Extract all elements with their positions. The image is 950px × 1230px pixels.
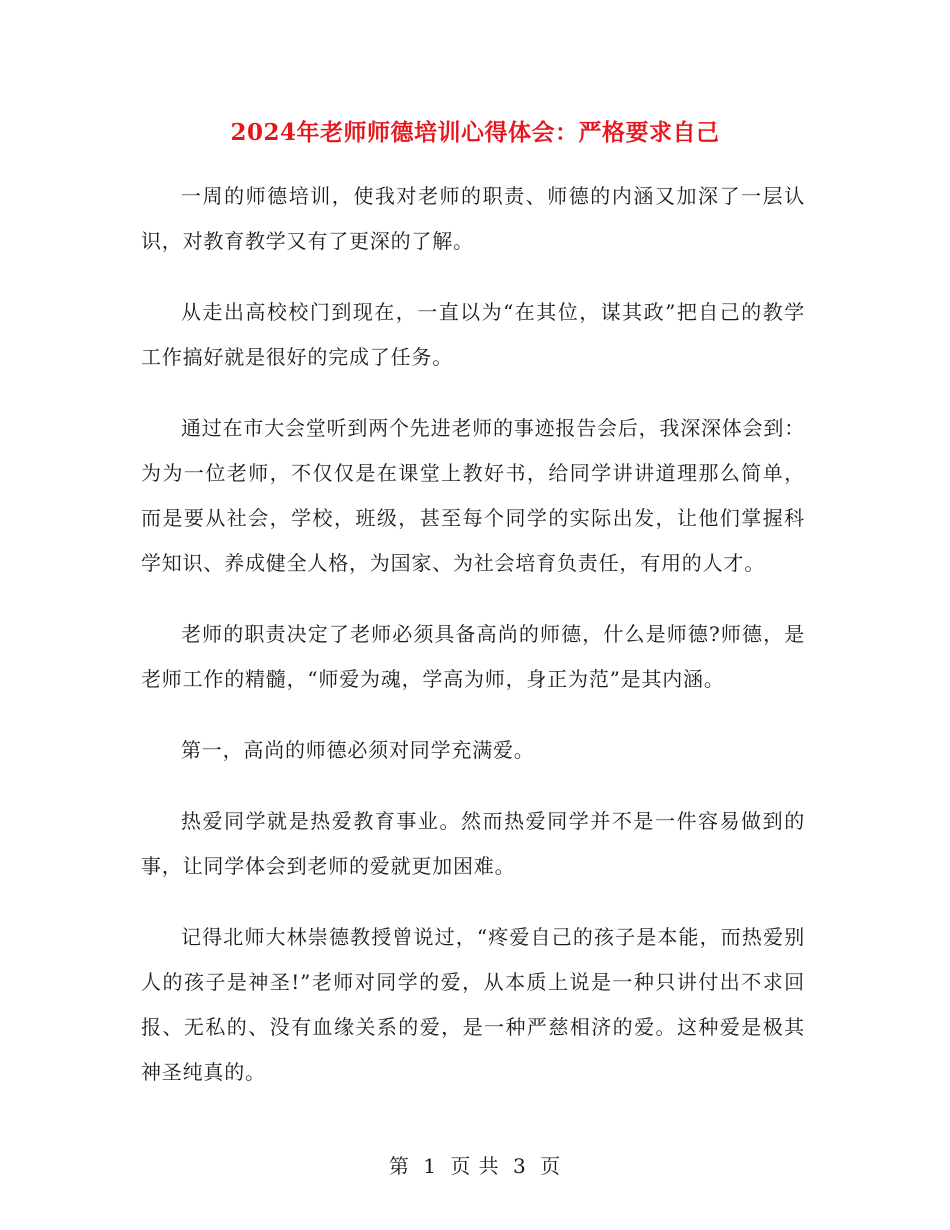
paragraph-1: 一周的师德培训，使我对老师的职责、师德的内涵又加深了一层认识，对教育教学又有了更深的了解。 — [141, 184, 805, 253]
paragraph-7: 记得北师大林崇德教授曾说过，“疼爱自己的孩子是本能，而热爱别人的孩子是神圣!”老师对同学的爱，从本质上说是一种只讲付出不求回报、无私的、没有血缘关系的爱，是一种严慈相济的爱。这种爱是极其神圣纯真的。 — [141, 925, 805, 1084]
paragraph-3: 通过在市大会堂听到两个先进老师的事迹报告会后，我深深体会到：为为一位老师，不仅仅是在课堂上教好书，给同学讲讲道理那么简单，而是要从社会，学校，班级，甚至每个同学的实际出发，让他们掌握科学知识、养成健全人格，为国家、为社会培育负责任，有用的人才。 — [141, 416, 805, 575]
page-label-prefix: 第 — [388, 1154, 410, 1178]
document-body — [141, 174, 805, 1121]
paragraph-6: 热爱同学就是热爱教育事业。然而热爱同学并不是一件容易做到的事，让同学体会到老师的爱就更加困难。 — [141, 809, 805, 878]
page-label-suffix: 页 — [540, 1154, 562, 1178]
paragraph-2: 从走出高校校门到现在，一直以为“在其位，谋其政”把自己的教学工作搞好就是很好的完成了任务。 — [141, 300, 805, 369]
document-title: 2024年老师师德培训心得体会：严格要求自己 — [230, 119, 720, 146]
paragraph-5: 第一，高尚的师德必须对同学充满爱。 — [181, 738, 535, 762]
page-label-mid: 页 共 — [450, 1154, 500, 1178]
page-footer — [0, 1150, 950, 1179]
current-page-number: 1 — [423, 1154, 437, 1178]
paragraph-4: 老师的职责决定了老师必须具备高尚的师德，什么是师德?师德，是老师工作的精髓，“师爱为魂，学高为师，身正为范”是其内涵。 — [141, 622, 805, 691]
total-pages-number: 3 — [513, 1154, 527, 1178]
